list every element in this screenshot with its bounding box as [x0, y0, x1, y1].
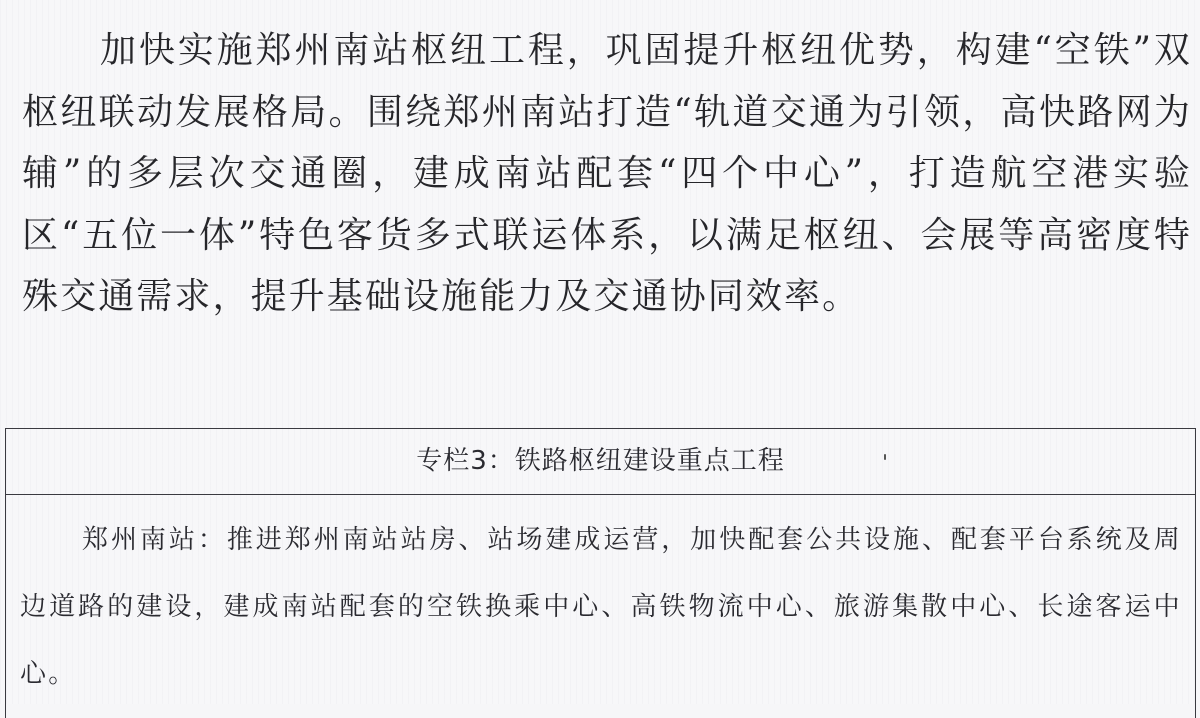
scan-speck-mark [884, 454, 886, 460]
feature-column-box [5, 428, 1196, 718]
body-paragraph: 加快实施郑州南站枢纽工程，巩固提升枢纽优势，构建“空铁”双枢纽联动发展格局。围绕郑州南站打造“轨道交通为引领，高快路网为辅”的多层次交通圈，建成南站配套“四个中心”，打造航空港实验区“五位一体”特色客货多式联运体系，以满足枢纽、会展等高密度特殊交通需求，提升基础设施能力及交通协同效率。 [22, 30, 1192, 317]
column-body-text: 郑州南站：推进郑州南站站房、站场建成运营，加快配套公共设施、配套平台系统及周边道路的建设，建成南站配套的空铁换乘中心、高铁物流中心、旅游集散中心、长途客运中心。 [20, 525, 1182, 689]
column-title: 专栏3：铁路枢纽建设重点工程 [6, 429, 1195, 495]
